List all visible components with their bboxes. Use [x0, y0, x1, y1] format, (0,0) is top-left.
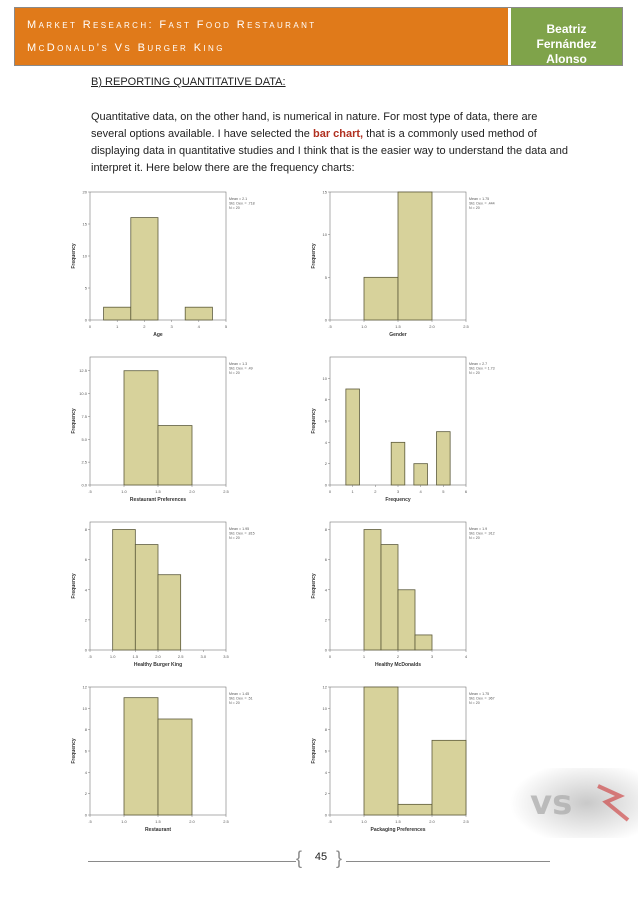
bar	[364, 687, 398, 815]
x-tick-label: 2.0	[189, 819, 195, 824]
page-number: 45	[314, 851, 328, 863]
histogram-gender	[302, 184, 502, 344]
y-tick-label: 2	[84, 791, 87, 797]
x-tick-label: 6	[464, 489, 468, 494]
y-tick-label: 6	[84, 557, 87, 563]
bar	[432, 740, 466, 815]
x-tick-label: 3.5	[223, 654, 229, 659]
x-tick-label: .5	[328, 324, 332, 329]
svg-text:vs: vs	[530, 783, 573, 823]
y-axis-label: Frequency	[71, 408, 77, 434]
stats-text: Std. Dev. = .444	[469, 201, 495, 206]
chart-svg	[62, 184, 262, 344]
y-tick-label: 7.5	[81, 413, 87, 419]
y-tick-label: 15	[82, 221, 87, 227]
y-tick-label: 8	[324, 397, 327, 403]
x-tick-label: .5	[88, 819, 92, 824]
chart-svg	[302, 679, 502, 839]
x-axis-label: Restaurant Preferences	[129, 497, 187, 503]
x-tick-label: 2	[374, 489, 377, 494]
x-tick-label: 2.5	[223, 819, 229, 824]
y-tick-label: 4	[84, 769, 87, 775]
x-tick-label: 2.0	[189, 489, 195, 494]
x-tick-label: 2	[396, 654, 400, 659]
x-tick-label: 3	[170, 324, 173, 329]
stats-text: Std. Dev. = .815	[229, 531, 255, 536]
bar	[124, 371, 158, 485]
bar	[364, 530, 381, 650]
y-axis-label: Frequency	[311, 738, 317, 764]
histogram-healthy-mcdonalds	[302, 514, 502, 674]
chart-svg	[62, 679, 262, 839]
y-tick-label: 5.0	[81, 436, 87, 442]
stats-text: N = 20	[469, 371, 480, 375]
x-tick-label: 1	[362, 654, 366, 659]
y-axis-label: Frequency	[71, 738, 77, 764]
x-tick-label: 1.0	[121, 489, 127, 494]
y-tick-label: 0	[84, 317, 87, 323]
x-tick-label: 1.5	[395, 819, 401, 824]
stats-text: Mean = 1.95	[229, 527, 250, 531]
paragraph-text-1: Quantitative data, on the other hand, is numerical in nature. For most type of data, there are several options available. I have selected the	[91, 111, 538, 140]
stats-text: Std. Dev. = 1.73	[469, 366, 495, 371]
bar	[437, 432, 451, 485]
y-tick-label: 10	[322, 375, 327, 381]
bar	[113, 530, 136, 650]
x-tick-label: 5	[442, 489, 445, 494]
footer-bracket-right: }	[336, 848, 343, 868]
x-tick-label: 1.0	[121, 819, 127, 824]
watermark-logo	[510, 768, 638, 838]
bar	[381, 545, 398, 650]
footer-line-right	[346, 861, 550, 862]
histogram-packaging-preferences	[302, 679, 502, 839]
y-tick-label: 10	[322, 232, 327, 238]
x-tick-label: .5	[328, 819, 332, 824]
x-tick-label: .5	[88, 654, 92, 659]
page-header	[14, 7, 623, 66]
y-tick-label: 2	[84, 617, 87, 623]
y-tick-label: 4	[324, 587, 327, 593]
y-tick-label: 12.5	[79, 368, 87, 374]
y-tick-label: 6	[324, 418, 327, 424]
highlight-bar-chart: bar chart,	[312, 128, 364, 140]
x-tick-label: 2.5	[223, 489, 229, 494]
x-tick-label: 0	[88, 324, 92, 329]
bar	[398, 804, 432, 815]
y-axis-label: Frequency	[71, 573, 77, 599]
stats-text: Mean = 1.3	[229, 362, 248, 366]
bar	[104, 307, 131, 320]
x-axis-label: Healthy McDonalds	[374, 662, 422, 668]
x-tick-label: 2.0	[155, 654, 161, 659]
y-tick-label: 5	[324, 274, 327, 280]
y-axis-label: Frequency	[311, 243, 317, 269]
stats-text: N = 20	[229, 701, 240, 705]
x-tick-label: 4	[464, 654, 468, 659]
histogram-frequency	[302, 349, 502, 509]
y-tick-label: 0	[324, 482, 327, 488]
y-tick-label: 12	[82, 684, 87, 690]
x-axis-label: Healthy Burger King	[133, 662, 183, 668]
x-tick-label: 1.5	[155, 489, 161, 494]
chart-svg	[62, 514, 262, 674]
y-tick-label: 15	[322, 189, 327, 195]
y-tick-label: 0	[84, 647, 87, 653]
header-title-line2: McDonald’s Vs Burger King	[27, 42, 225, 54]
bar	[415, 635, 432, 650]
stats-text: Std. Dev. = .912	[469, 531, 495, 536]
y-tick-label: 10	[322, 705, 327, 711]
histogram-restaurant	[62, 679, 262, 839]
y-tick-label: 2	[324, 617, 327, 623]
chart-svg	[302, 349, 502, 509]
header-title-line1: Market Research: Fast Food Restaurant	[27, 19, 317, 31]
paragraph-text-2: that is a commonly used method of displaying data in quantitative studies and I think that is the easier way to understand the data and interpret it. Here below there are the frequency charts:	[91, 128, 568, 174]
bar	[346, 389, 360, 485]
stats-text: Mean = 1.75	[469, 197, 490, 201]
histogram-restaurant-preferences	[62, 349, 262, 509]
y-tick-label: 2	[324, 791, 327, 797]
bar	[398, 192, 432, 320]
footer-line-left	[88, 861, 296, 862]
y-tick-label: 8	[324, 727, 327, 733]
x-tick-label: 4	[197, 324, 200, 329]
bar	[185, 307, 212, 320]
section-title: B) REPORTING QUANTITATIVE DATA:	[91, 76, 286, 88]
x-tick-label: 5	[224, 324, 228, 329]
y-tick-label: 0	[84, 812, 87, 818]
header-author	[511, 8, 622, 65]
stats-text: N = 20	[229, 206, 240, 210]
y-axis-label: Frequency	[311, 573, 317, 599]
header-title-block	[15, 8, 508, 65]
author-name: Beatriz Fernández Alonso	[536, 22, 597, 66]
histogram-healthy-burger-king	[62, 514, 262, 674]
y-tick-label: 6	[84, 748, 87, 754]
stats-text: N = 20	[229, 536, 240, 540]
stats-text: Mean = 1.9	[469, 527, 488, 531]
y-axis-label: Frequency	[311, 408, 317, 434]
y-axis-label: Frequency	[71, 243, 77, 269]
x-axis-label: Gender	[389, 332, 407, 338]
y-tick-label: 4	[324, 439, 327, 445]
y-tick-label: 0	[324, 812, 327, 818]
y-tick-label: 4	[84, 587, 87, 593]
y-tick-label: 6	[324, 557, 327, 563]
y-tick-label: 2	[324, 461, 327, 467]
bar	[398, 590, 415, 650]
stats-text: Mean = 1.75	[469, 692, 490, 696]
y-tick-label: 6	[324, 748, 327, 754]
bar	[158, 575, 181, 650]
y-tick-label: 12	[322, 684, 327, 690]
chart-svg	[62, 349, 262, 509]
bar	[364, 277, 398, 320]
stats-text: Mean = 2.7	[469, 362, 488, 366]
body-paragraph	[91, 109, 571, 177]
stats-text: N = 20	[469, 536, 480, 540]
bar	[391, 442, 405, 485]
y-tick-label: 8	[324, 527, 327, 533]
x-tick-label: 0	[328, 654, 332, 659]
x-tick-label: 2.0	[429, 324, 435, 329]
chart-svg	[302, 184, 502, 344]
bar	[124, 698, 158, 815]
y-tick-label: 8	[84, 527, 87, 533]
stats-text: N = 20	[229, 371, 240, 375]
bar	[158, 426, 192, 485]
x-axis-label: Restaurant	[144, 827, 172, 833]
x-tick-label: 1.0	[361, 819, 367, 824]
x-tick-label: 1.5	[395, 324, 401, 329]
stats-text: N = 20	[469, 206, 480, 210]
histogram-age	[62, 184, 262, 344]
y-tick-label: 5	[84, 285, 87, 291]
x-tick-label: 1.5	[155, 819, 161, 824]
x-tick-label: 1.5	[132, 654, 139, 659]
stats-text: N = 20	[469, 701, 480, 705]
x-tick-label: 1	[351, 489, 354, 494]
stats-text: Std. Dev. = .967	[469, 696, 495, 701]
x-tick-label: 3.0	[200, 654, 207, 659]
y-tick-label: 4	[324, 769, 327, 775]
x-axis-label: Age	[153, 332, 163, 338]
x-tick-label: 3	[430, 654, 434, 659]
chart-svg	[302, 514, 502, 674]
x-tick-label: 1	[116, 324, 119, 329]
y-tick-label: 2.5	[81, 459, 87, 465]
stats-text: Mean = 2.1	[229, 197, 248, 201]
x-tick-label: 2.0	[429, 819, 435, 824]
x-axis-label: Packaging Preferences	[370, 827, 426, 833]
x-tick-label: 0	[328, 489, 332, 494]
bar	[414, 464, 428, 485]
x-tick-label: 3	[396, 489, 400, 494]
x-tick-label: 2	[143, 324, 146, 329]
stats-text: Std. Dev. = .718	[229, 201, 255, 206]
y-tick-label: 10	[82, 253, 87, 259]
bar	[135, 545, 158, 650]
y-tick-label: 20	[82, 189, 87, 195]
y-tick-label: 10	[82, 705, 87, 711]
y-tick-label: 0.0	[81, 482, 87, 488]
y-tick-label: 0	[324, 647, 327, 653]
stats-text: Mean = 1.45	[229, 692, 250, 696]
x-tick-label: .5	[88, 489, 92, 494]
x-tick-label: 1.0	[109, 654, 116, 659]
footer-bracket-left: {	[296, 848, 303, 868]
stats-text: Std. Dev. = .49	[229, 366, 253, 371]
x-tick-label: 2.5	[463, 819, 469, 824]
bar	[158, 719, 192, 815]
stats-text: Std. Dev. = .51	[229, 696, 253, 701]
y-tick-label: 8	[84, 727, 87, 733]
x-axis-label: Frequency	[385, 497, 411, 503]
x-tick-label: 1.0	[361, 324, 367, 329]
x-tick-label: 2.5	[463, 324, 469, 329]
bar	[131, 218, 158, 320]
y-tick-label: 0	[324, 317, 327, 323]
y-tick-label: 10.0	[79, 391, 87, 397]
x-tick-label: 4	[419, 489, 422, 494]
x-tick-label: 2.5	[177, 654, 184, 659]
